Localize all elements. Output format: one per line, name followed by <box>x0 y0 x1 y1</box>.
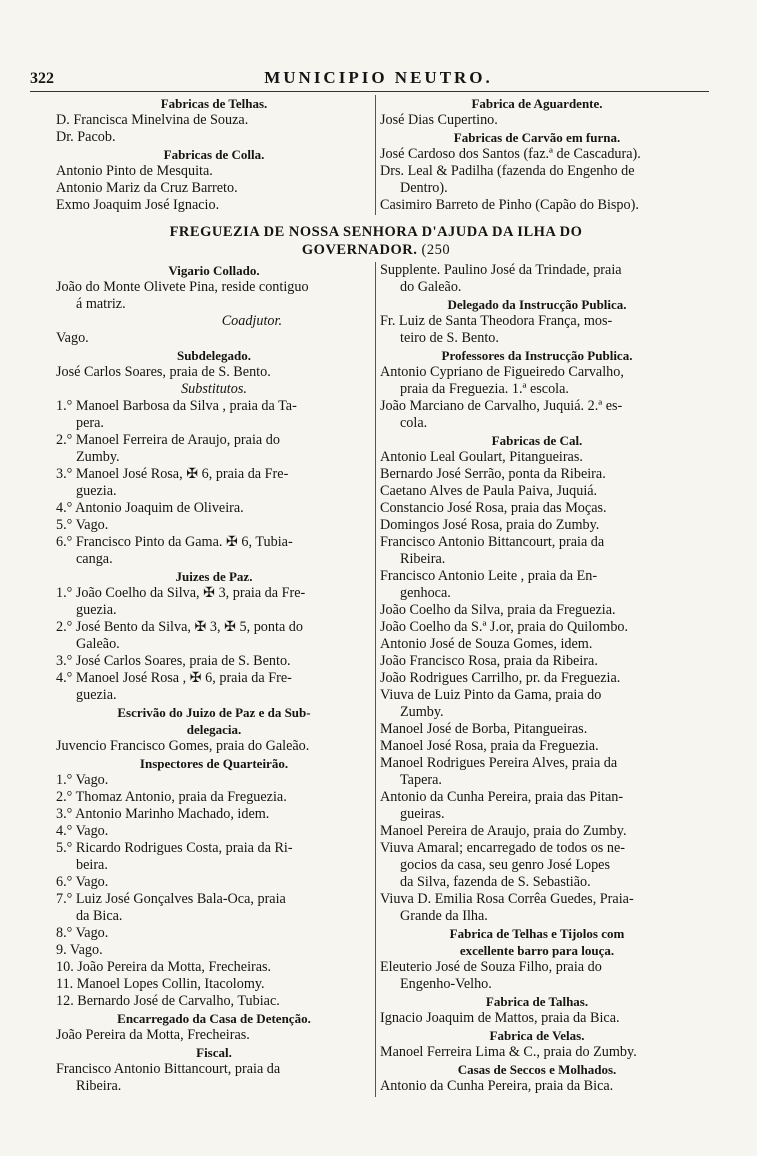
entry-line: Manoel Rodrigues Pereira Alves, praia da <box>380 755 618 771</box>
entry-line: guezia. <box>76 602 117 618</box>
entry-line: praia da Freguezia. 1.ª escola. <box>400 381 569 397</box>
entry-line: 10. João Pereira da Motta, Frecheiras. <box>56 959 272 975</box>
section-heading: Juizes de Paz. <box>175 569 253 584</box>
entry-line: Bernardo José Serrão, ponta da Ribeira. <box>380 466 606 482</box>
entry-line: 3.° Manoel José Rosa, ✠ 6, praia da Fre- <box>56 466 289 482</box>
entry-line: Ignacio Joaquim de Mattos, praia da Bica. <box>380 1010 620 1026</box>
entry-line: Substitutos. <box>181 381 247 397</box>
entry-line: Dr. Pacob. <box>56 129 116 145</box>
section-heading: delegacia. <box>186 722 242 737</box>
section-heading: Fabrica de Talhas. <box>485 994 589 1009</box>
entry-line: Caetano Alves de Paula Paiva, Juquiá. <box>380 483 598 499</box>
entry-line: da Bica. <box>76 908 123 924</box>
top-left-column <box>56 95 372 214</box>
entry-line: 2.° Manoel Ferreira de Araujo, praia do <box>56 432 280 448</box>
entry-line: Antonio da Cunha Pereira, praia da Bica. <box>380 1078 614 1094</box>
section-heading: Fabrica de Aguardente. <box>471 96 603 111</box>
entry-line: Viuva D. Emilia Rosa Corrêa Guedes, Praia- <box>380 891 634 907</box>
entry-line: Manoel José Rosa, praia da Freguezia. <box>380 738 599 754</box>
entry-line: 3.° Antonio Marinho Machado, idem. <box>56 806 270 822</box>
section-heading: Encarregado da Casa de Detenção. <box>117 1011 311 1026</box>
entry-line: 5.° Vago. <box>56 517 109 533</box>
parish-title-tail: (250 <box>421 242 451 258</box>
entry-line: á matriz. <box>76 296 126 312</box>
entry-line: Manoel José de Borba, Pitangueiras. <box>380 721 588 737</box>
parish-title-line2 <box>56 241 696 259</box>
entry-line: gocios da casa, seu genro José Lopes <box>400 857 610 873</box>
entry-line: João Francisco Rosa, praia da Ribeira. <box>380 653 598 669</box>
entry-line: Francisco Antonio Leite , praia da En- <box>380 568 598 584</box>
entry-line: guezia. <box>76 687 117 703</box>
entry-line: 1.° João Coelho da Silva, ✠ 3, praia da Fre- <box>56 585 306 601</box>
column-divider <box>375 262 376 1097</box>
entry-line: guezia. <box>76 483 117 499</box>
entry-line: Zumby. <box>400 704 444 720</box>
entry-line: Casimiro Barreto de Pinho (Capão do Bispo). <box>380 197 639 213</box>
parish-title-line1: FREGUEZIA DE NOSSA SENHORA D'AJUDA DA ILHA DO <box>169 224 583 240</box>
entry-line: Antonio José de Souza Gomes, idem. <box>380 636 593 652</box>
entry-line: Dentro). <box>400 180 448 196</box>
section-heading: Fabrica de Telhas e Tijolos com <box>449 926 625 941</box>
entry-line: José Carlos Soares, praia de S. Bento. <box>56 364 271 380</box>
section-heading: Subdelegado. <box>176 348 252 363</box>
entry-line: Supplente. Paulino José da Trindade, praia <box>380 262 622 278</box>
entry-line: Francisco Antonio Bittancourt, praia da <box>380 534 605 550</box>
running-title: MUNICIPIO NEUTRO. <box>264 68 493 87</box>
section-heading: Fabrica de Velas. <box>489 1028 585 1043</box>
entry-line: Fr. Luiz de Santa Theodora França, mos- <box>380 313 613 329</box>
entry-line: D. Francisca Minelvina de Souza. <box>56 112 249 128</box>
entry-line: Engenho-Velho. <box>400 976 492 992</box>
entry-line: genhoca. <box>400 585 451 601</box>
entry-line: da Silva, fazenda de S. Sebastião. <box>400 874 591 890</box>
entry-line: 2.° José Bento da Silva, ✠ 3, ✠ 5, ponta do <box>56 619 303 635</box>
section-heading: excellente barro para louça. <box>459 943 615 958</box>
section-heading: Casas de Seccos e Molhados. <box>457 1062 617 1077</box>
top-right-column <box>380 95 694 214</box>
entry-line: Viuva de Luiz Pinto da Gama, praia do <box>380 687 602 703</box>
entry-line: 12. Bernardo José de Carvalho, Tubiac. <box>56 993 280 1009</box>
entry-line: Grande da Ilha. <box>400 908 488 924</box>
entry-line: João Coelho da S.ª J.or, praia do Quilombo. <box>380 619 629 635</box>
entry-line: Juvencio Francisco Gomes, praia do Galeão. <box>56 738 310 754</box>
entry-line: Antonio da Cunha Pereira, praia das Pitan- <box>380 789 624 805</box>
right-column <box>380 262 694 1095</box>
section-heading: Professores da Instrucção Publica. <box>441 348 633 363</box>
section-heading: Fabricas de Cal. <box>491 433 583 448</box>
entry-line: João Marciano de Carvalho, Juquiá. 2.ª es- <box>380 398 623 414</box>
entry-line: Eleuterio José de Souza Filho, praia do <box>380 959 602 975</box>
entry-line: Tapera. <box>400 772 442 788</box>
left-column <box>56 262 372 1095</box>
entry-line: 7.° Luiz José Gonçalves Bala-Oca, praia <box>56 891 286 907</box>
parish-title-word: GOVERNADOR. <box>301 242 418 258</box>
entry-line: do Galeão. <box>400 279 462 295</box>
header-rule <box>30 91 709 92</box>
entry-line: pera. <box>76 415 104 431</box>
entry-line: Coadjutor. <box>221 313 282 329</box>
section-heading: Fiscal. <box>196 1045 232 1060</box>
entry-line: gueiras. <box>400 806 445 822</box>
entry-line: Exmo Joaquim José Ignacio. <box>56 197 220 213</box>
entry-line: Drs. Leal & Padilha (fazenda do Engenho de <box>380 163 635 179</box>
entry-line: 8.° Vago. <box>56 925 109 941</box>
entry-line: 5.° Ricardo Rodrigues Costa, praia da Ri- <box>56 840 293 856</box>
entry-line: Antonio Cypriano de Figueiredo Carvalho, <box>380 364 624 380</box>
entry-line: Vago. <box>56 330 89 346</box>
entry-line: Zumby. <box>76 449 120 465</box>
entry-line: cola. <box>400 415 428 431</box>
entry-line: beira. <box>76 857 108 873</box>
entry-line: Francisco Antonio Bittancourt, praia da <box>56 1061 281 1077</box>
entry-line: 4.° Antonio Joaquim de Oliveira. <box>56 500 244 516</box>
entry-line: Constancio José Rosa, praia das Moças. <box>380 500 607 516</box>
entry-line: Antonio Mariz da Cruz Barreto. <box>56 180 238 196</box>
section-heading: Fabricas de Telhas. <box>160 96 268 111</box>
entry-line: 11. Manoel Lopes Collin, Itacolomy. <box>56 976 265 992</box>
section-heading: Fabricas de Carvão em furna. <box>453 130 621 145</box>
section-heading: Fabricas de Colla. <box>163 147 265 162</box>
entry-line: José Dias Cupertino. <box>380 112 498 128</box>
entry-line: 4.° Vago. <box>56 823 109 839</box>
entry-line: 3.° José Carlos Soares, praia de S. Bento. <box>56 653 291 669</box>
entry-line: 6.° Vago. <box>56 874 109 890</box>
section-heading: Delegado da Instrucção Publica. <box>447 297 627 312</box>
entry-line: Viuva Amaral; encarregado de todos os ne- <box>380 840 625 856</box>
entry-line: Domingos José Rosa, praia do Zumby. <box>380 517 600 533</box>
page-number: 322 <box>30 70 54 87</box>
entry-line: canga. <box>76 551 113 567</box>
entry-line: Antonio Pinto de Mesquita. <box>56 163 213 179</box>
entry-line: Manoel Ferreira Lima & C., praia do Zumby. <box>380 1044 637 1060</box>
entry-line: 2.° Thomaz Antonio, praia da Freguezia. <box>56 789 287 805</box>
section-heading: Escrivão do Juizo de Paz e da Sub- <box>117 705 311 720</box>
column-divider-top <box>375 95 376 215</box>
entry-line: 4.° Manoel José Rosa , ✠ 6, praia da Fre- <box>56 670 292 686</box>
entry-line: Ribeira. <box>400 551 446 567</box>
entry-line: João Rodrigues Carrilho, pr. da Freguezia. <box>380 670 621 686</box>
entry-line: João do Monte Olivete Pina, reside contiguo <box>56 279 309 295</box>
entry-line: João Pereira da Motta, Frecheiras. <box>56 1027 250 1043</box>
parish-heading <box>56 223 696 259</box>
entry-line: José Cardoso dos Santos (faz.ª de Cascadura). <box>380 146 641 162</box>
entry-line: Antonio Leal Goulart, Pitangueiras. <box>380 449 583 465</box>
entry-line: 9. Vago. <box>56 942 103 958</box>
section-heading: Vigario Collado. <box>168 263 260 278</box>
entry-line: 1.° Manoel Barbosa da Silva , praia da Ta- <box>56 398 297 414</box>
entry-line: 1.° Vago. <box>56 772 109 788</box>
section-heading: Inspectores de Quarteirão. <box>139 756 289 771</box>
entry-line: Galeão. <box>76 636 120 652</box>
entry-line: João Coelho da Silva, praia da Freguezia. <box>380 602 616 618</box>
entry-line: teiro de S. Bento. <box>400 330 499 346</box>
entry-line: Manoel Pereira de Araujo, praia do Zumby. <box>380 823 627 839</box>
entry-line: 6.° Francisco Pinto da Gama. ✠ 6, Tubia- <box>56 534 293 550</box>
entry-line: Ribeira. <box>76 1078 122 1094</box>
